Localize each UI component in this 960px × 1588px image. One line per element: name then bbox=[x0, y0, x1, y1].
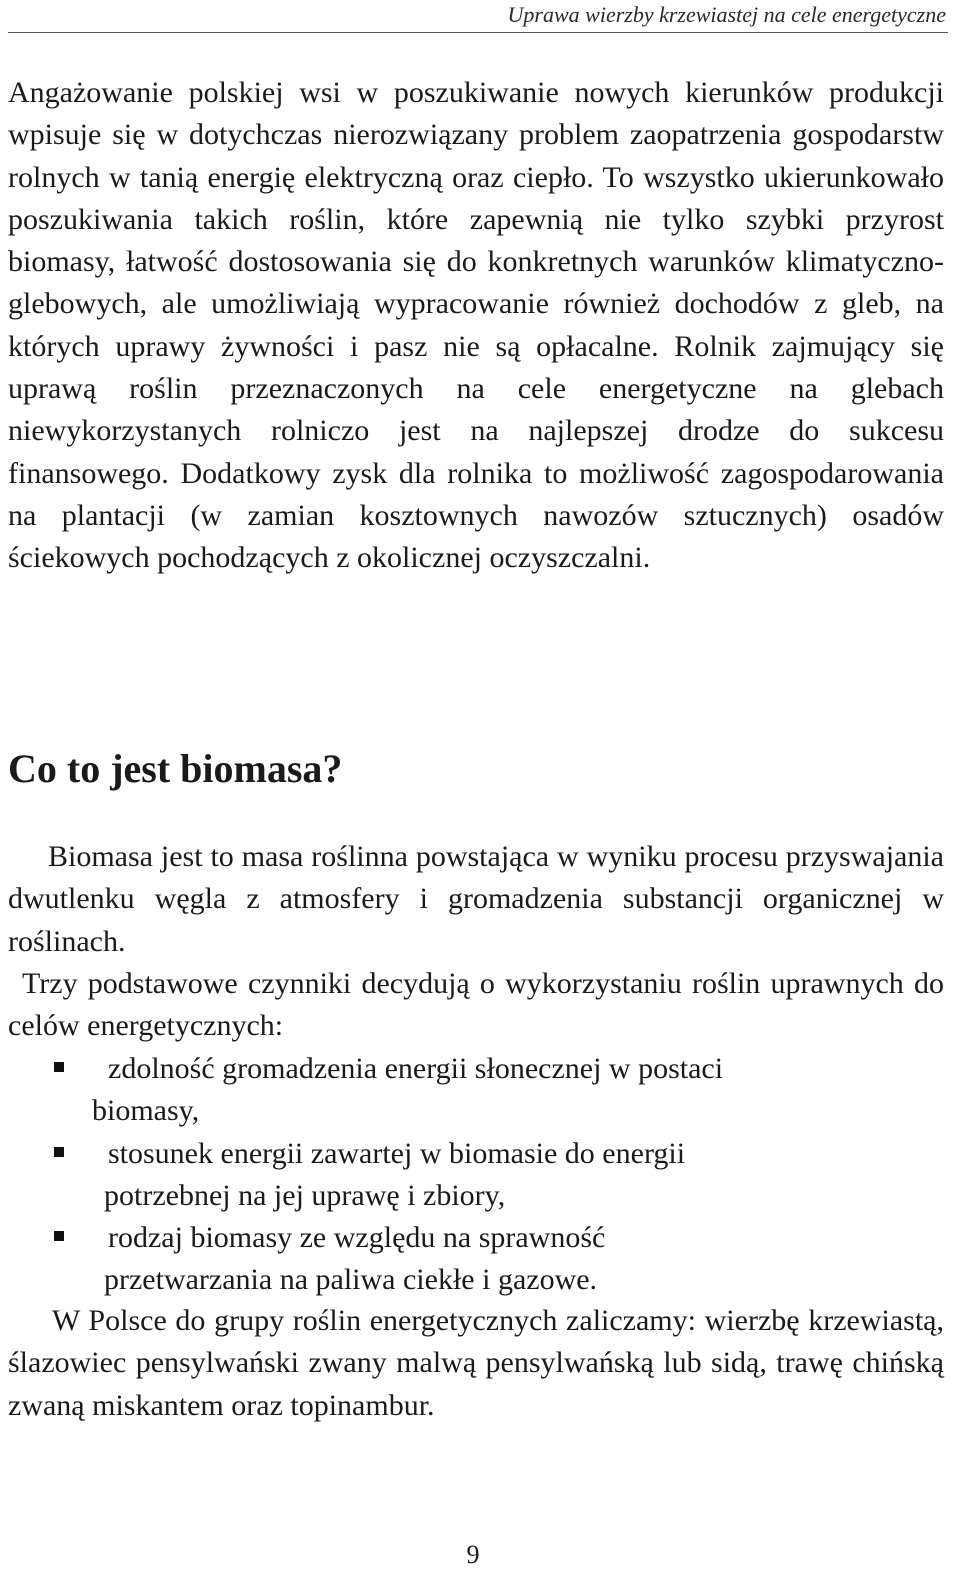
factors-list bbox=[0, 1048, 960, 1302]
running-header: Uprawa wierzby krzewiastej na cele energetyczne bbox=[507, 2, 946, 27]
page-number: 9 bbox=[466, 1540, 480, 1569]
list-item-text: rodzaj biomasy ze względu na sprawność bbox=[108, 1221, 606, 1255]
biomass-definition-paragraph: Biomasa jest to masa roślinna powstająca w wyniku procesu przyswajania dwutlenku węgla z atmosfery i gromadzenia substancji organicznej w roślinach. bbox=[8, 840, 944, 958]
list-item-text: stosunek energii zawartej w biomasie do energii bbox=[108, 1136, 686, 1170]
list-item-text: zdolność gromadzenia energii słonecznej w postaci bbox=[108, 1052, 724, 1085]
list-item bbox=[0, 1133, 868, 1218]
intro-paragraph: Angażowanie polskiej wsi w poszukiwanie nowych kierunków produkcji wpisuje się w dotychczas nierozwiązany problem zaopatrzenia gospodarstw rolnych w tanią energię elektryczną oraz ciepło. To wszystko ukierunkowało poszukiwania takich roślin, które zapewnią nie tylko szybki przyrost biomasy, łatwość dostosowania się do konkretnych warunków klimatyczno-glebowych, ale umożliwiają wypracowanie również dochodów z gleb, na których uprawy żywności i pasz nie są opłacalne. Rolnik zajmujący się uprawą roślin przeznaczonych na cele energetyczne na glebach niewykorzystanych rolniczo jest na najlepszej drodze do sukcesu finansowego. Dodatkowy zysk dla rolnika to możliwość zagospodarowania na plantacji (w zamian kosztownych nawozów sztucznych) osadów ściekowych pochodzących z okolicznej oczyszczalni. bbox=[8, 76, 944, 575]
list-item-continuation: przetwarzania na paliwa ciekłe i gazowe. bbox=[104, 1263, 598, 1297]
section-heading: Co to jest biomasa? bbox=[8, 746, 343, 791]
list-item bbox=[0, 1048, 868, 1133]
factors-intro-paragraph: Trzy podstawowe czynniki decydują o wykorzystaniu roślin uprawnych do celów energetycznych: bbox=[8, 967, 944, 1043]
square-bullet-icon bbox=[54, 1147, 64, 1157]
energy-plants-paragraph: W Polsce do grupy roślin energetycznych zaliczamy: wierzbę krzewiastą, ślazowiec pensylwański zwany malwą pensylwańską lub sidą, trawę chińską zwaną miskantem oraz topinambur. bbox=[8, 1304, 944, 1422]
list-item-continuation: biomasy, bbox=[92, 1094, 200, 1128]
list-item bbox=[0, 1217, 868, 1302]
list-item-continuation: potrzebnej na jej uprawę i zbiory, bbox=[104, 1178, 506, 1212]
square-bullet-icon bbox=[54, 1062, 64, 1072]
square-bullet-icon bbox=[54, 1231, 64, 1241]
header-divider bbox=[8, 32, 948, 33]
